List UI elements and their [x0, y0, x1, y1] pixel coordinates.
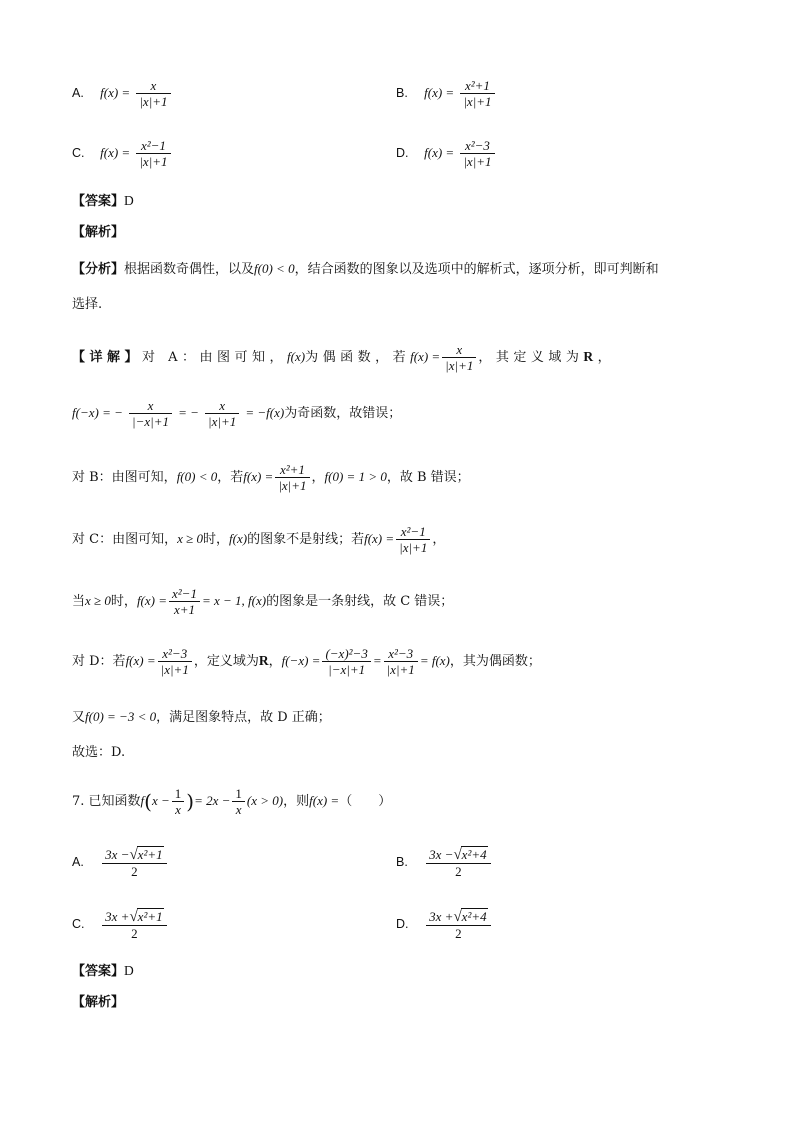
q7-option-d — [396, 908, 493, 941]
math-expression: = −f(x) — [245, 405, 285, 420]
q6-choose — [72, 744, 125, 762]
option-fraction — [460, 138, 494, 169]
detail-text: 对 B：由图可知， — [72, 470, 177, 485]
fraction-denominator: |x|+1 — [384, 661, 418, 677]
math-f: f — [140, 793, 145, 808]
q6-option-b — [396, 78, 497, 109]
detail-text: ，其为偶函数； — [449, 654, 541, 669]
option-fraction — [426, 908, 490, 941]
choose-text: 故选：D. — [72, 745, 126, 760]
math-fraction — [396, 524, 430, 555]
detail-text: 又 — [72, 710, 86, 725]
detail-text: 当 — [72, 594, 86, 609]
fraction-denominator: 2 — [102, 925, 166, 941]
question-text: ，则 — [283, 794, 310, 809]
option-letter: D. — [396, 146, 409, 160]
option-letter: A. — [72, 86, 84, 100]
math-fx: f(x) = — [410, 349, 441, 364]
numerator-term: 3x + — [105, 909, 130, 924]
fraction-numerator: 1 — [174, 786, 182, 801]
option-fraction — [136, 78, 170, 109]
q6-detail-d-line1 — [72, 646, 541, 677]
option-lhs: f(x) = — [100, 85, 131, 100]
q7-option-a — [72, 846, 169, 879]
fraction-denominator: |−x|+1 — [322, 661, 370, 677]
option-letter: B. — [396, 855, 408, 869]
option-lhs: f(x) = — [424, 145, 455, 160]
fenxi-expression: f(0) < 0 — [254, 261, 295, 276]
q6-detail-c-line1: 对 C：由图可知，x ≥ 0时，f(x)的图象不是射线；若f(x) = $\frac{\text{x²−1}}{|x|+1}$ ， — [72, 524, 446, 555]
radicand: x²+1 — [137, 847, 163, 862]
option-lhs: f(x) = — [424, 85, 455, 100]
question-text: 7. 已知函数 — [72, 794, 141, 809]
fenxi-text: 选择. — [72, 297, 103, 312]
q7-option-c — [72, 908, 169, 941]
fraction-denominator: 2 — [426, 863, 490, 879]
radicand: x²+1 — [137, 909, 163, 924]
math-fraction — [232, 786, 245, 817]
fraction-denominator: x — [172, 801, 185, 817]
option-letter: B. — [396, 86, 408, 100]
q6-detail-a-line1: 【详解】对 A：由图可知，f(x)为偶函数，若f(x) = $\frac{x}{|x|+1}$ ，其定义域为R， — [72, 342, 616, 373]
math-expression: f(−x) = — [281, 653, 321, 668]
math-fx: f(x) = — [243, 469, 274, 484]
fraction-numerator: x²−3 — [464, 138, 490, 153]
math-fraction — [275, 462, 309, 493]
fraction-numerator: x²−1 — [172, 586, 197, 601]
fraction-numerator: 1 — [235, 786, 242, 801]
fraction-numerator: x²−1 — [140, 138, 166, 153]
right-paren: ) — [186, 789, 195, 814]
detail-text: 的图象不是射线；若 — [247, 532, 365, 547]
math-expression: = 2x − — [194, 793, 231, 808]
detail-text: 的图象是一条射线，故 C 错误； — [266, 594, 454, 609]
sqrt-icon: √ — [129, 909, 138, 925]
sqrt-icon: √ — [453, 847, 462, 863]
q7-option-b — [396, 846, 493, 879]
fraction-numerator: x²−3 — [388, 646, 414, 661]
fraction-denominator: 2 — [426, 925, 490, 941]
math-expression: x ≥ 0 — [177, 531, 203, 546]
radicand: x²+4 — [461, 909, 487, 924]
math-fx: f(x) = — [136, 593, 167, 608]
option-letter: D. — [396, 917, 409, 931]
math-fraction — [169, 586, 200, 617]
fraction-denominator: |−x|+1 — [129, 413, 172, 429]
fraction-numerator: x²−1 — [400, 524, 426, 539]
detail-text: 时， — [110, 594, 137, 609]
q6-detail-a-line2 — [72, 398, 401, 429]
answer-label: 【答案】 — [72, 964, 125, 979]
fraction-numerator: x — [456, 342, 463, 357]
math-fraction — [172, 786, 185, 817]
option-fraction — [102, 908, 166, 941]
q6-analysis-label — [72, 224, 124, 242]
q6-option-c — [72, 138, 173, 169]
math-fraction — [205, 398, 239, 429]
numerator-term: 3x − — [105, 847, 130, 862]
answer-value: D — [124, 193, 134, 208]
fraction-numerator: x²+1 — [464, 78, 490, 93]
q6-detail-d-line2 — [72, 708, 331, 727]
fraction-numerator — [426, 908, 490, 925]
numerator-term: 3x + — [429, 909, 454, 924]
fraction-denominator: |x|+1 — [442, 357, 476, 373]
math-fraction — [384, 646, 418, 677]
answer-blank: （ ） — [339, 794, 392, 809]
fraction-numerator: x²−3 — [162, 646, 188, 661]
math-fraction — [442, 342, 476, 373]
answer-label: 【答案】 — [72, 194, 125, 209]
option-lhs: f(x) = — [100, 145, 131, 160]
math-expression: f(0) = −3 < 0 — [85, 709, 157, 724]
fraction-numerator — [426, 846, 490, 863]
fenxi-text: ，结合函数的图象以及选项中的解析式，逐项分析，即可判断和 — [294, 262, 659, 277]
set-r: R — [258, 653, 269, 668]
detail-text: 为奇函数，故错误； — [284, 406, 402, 421]
q7-stem — [72, 786, 391, 817]
set-r: R — [583, 349, 598, 364]
detail-text: ，其定义域为 — [478, 350, 584, 365]
math-fraction — [158, 646, 192, 677]
option-fraction — [460, 78, 494, 109]
fraction-denominator: |x|+1 — [158, 661, 192, 677]
q6-option-d — [396, 138, 497, 169]
analysis-label: 【解析】 — [72, 225, 125, 240]
option-letter: A. — [72, 855, 84, 869]
fraction-numerator: (−x)²−3 — [325, 646, 368, 661]
option-letter: C. — [72, 146, 85, 160]
math-expression: f(x) = — [309, 793, 340, 808]
radicand: x²+4 — [461, 847, 487, 862]
fraction-denominator: |x|+1 — [136, 93, 170, 109]
q6-detail-b: 对 B：由图可知，f(0) < 0，若f(x) = $\frac{\text{x²+1}}{|x|+1}$ ，f(0) = 1 > 0，故 B 错误； — [72, 462, 470, 493]
fraction-numerator: x²+1 — [279, 462, 305, 477]
q7-answer — [72, 962, 134, 981]
fraction-numerator: x — [147, 398, 154, 413]
option-letter: C. — [72, 917, 85, 931]
fraction-denominator: |x|+1 — [136, 153, 170, 169]
option-fraction — [136, 138, 170, 169]
detail-text: 时， — [203, 532, 230, 547]
fraction-numerator — [102, 908, 166, 925]
math-fx: f(x) = — [125, 653, 156, 668]
math-expression: f(−x) = − — [72, 405, 123, 420]
option-fraction — [102, 846, 166, 879]
detail-text: ，定义域为 — [193, 654, 259, 669]
fraction-denominator: |x|+1 — [460, 93, 494, 109]
math-expression: = x − 1, f(x) — [201, 593, 267, 608]
detail-text: 对 A：由图可知， — [142, 350, 288, 365]
detail-text: 为偶函数，若 — [305, 350, 411, 365]
fraction-denominator: x — [232, 801, 245, 817]
fraction-numerator: x — [150, 78, 157, 93]
fraction-denominator: |x|+1 — [460, 153, 494, 169]
detail-text: ，故 B 错误； — [386, 470, 470, 485]
math-expression: (x > 0) — [246, 793, 284, 808]
fraction-denominator: |x|+1 — [275, 477, 309, 493]
fraction-denominator: 2 — [102, 863, 166, 879]
option-fraction — [426, 846, 490, 879]
math-expression: x ≥ 0 — [85, 593, 111, 608]
math-expression: x − — [151, 793, 170, 808]
math-fraction — [129, 398, 172, 429]
detail-text: 对 C：由图可知， — [72, 532, 178, 547]
fraction-numerator: x — [219, 398, 226, 413]
sqrt-icon: √ — [453, 909, 462, 925]
fraction-numerator — [102, 846, 166, 863]
q6-option-a — [72, 78, 173, 109]
q6-fenxi-line1 — [72, 260, 659, 279]
detail-text: 对 D：若 — [72, 654, 126, 669]
math-expression: f(0) = 1 > 0 — [324, 469, 387, 484]
left-paren: ( — [144, 789, 152, 814]
math-expression: f(0) < 0 — [176, 469, 218, 484]
math-expression: = − — [178, 405, 199, 420]
math-expression: = f(x) — [419, 653, 450, 668]
fraction-denominator: |x|+1 — [205, 413, 239, 429]
math-fx: f(x) — [287, 349, 306, 364]
sqrt-icon: √ — [129, 847, 138, 863]
math-fraction — [322, 646, 370, 677]
detail-text: ，满足图象特点，故 D 正确； — [156, 710, 331, 725]
detail-text: ， — [268, 654, 282, 669]
analysis-label: 【解析】 — [72, 995, 125, 1010]
fenxi-text: 根据函数奇偶性，以及 — [124, 262, 255, 277]
math-fx: f(x) = — [364, 531, 395, 546]
q7-analysis-label — [72, 994, 124, 1012]
math-expression: = — [372, 653, 382, 668]
q6-fenxi-line2 — [72, 296, 102, 314]
q6-detail-c-line2 — [72, 586, 453, 617]
fraction-denominator: |x|+1 — [396, 539, 430, 555]
answer-value: D — [124, 963, 134, 978]
numerator-term: 3x − — [429, 847, 454, 862]
fraction-denominator: x+1 — [169, 601, 200, 617]
detail-label: 【详解】 — [72, 350, 143, 365]
detail-text: ，若 — [217, 470, 244, 485]
math-fx: f(x) — [229, 531, 248, 546]
fenxi-label: 【分析】 — [72, 262, 125, 277]
q6-answer — [72, 192, 134, 211]
